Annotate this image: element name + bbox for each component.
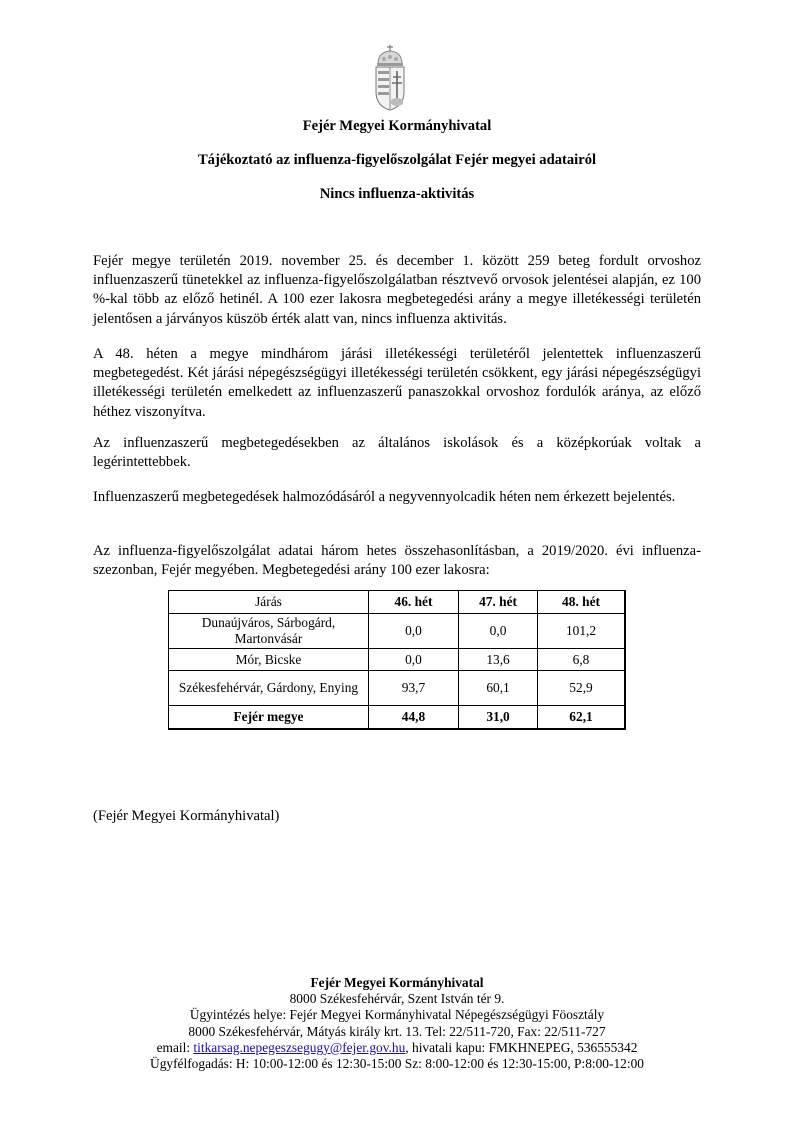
table-total-row <box>169 706 626 730</box>
paragraph-outbreaks: Influenzaszerű megbetegedések halmozódásáról a negyvennyolcadik héten nem érkezett bejelentés. <box>93 489 676 505</box>
table-row <box>169 649 626 671</box>
footer-address: 8000 Székesfehérvár, Szent István tér 9. <box>289 991 505 1007</box>
district-name: Dunaújváros, Sárbogárd, Martonvásár <box>169 614 369 649</box>
rate-week-46: 93,7 <box>368 671 458 706</box>
footer <box>0 975 794 1072</box>
coat-of-arms-icon <box>370 42 410 112</box>
signature: (Fejér Megyei Kormányhivatal) <box>93 808 280 824</box>
rate-week-48: 101,2 <box>538 614 625 649</box>
rate-week-47: 60,1 <box>459 671 538 706</box>
footer-office-address: 8000 Székesfehérvár, Mátyás király krt. 13. Tel: 22/511-720, Fax: 22/511-727 <box>188 1023 606 1039</box>
header-district: Járás <box>169 591 369 614</box>
header-week-46: 46. hét <box>368 591 458 614</box>
footer-email-line <box>0 1040 794 1056</box>
district-name: Székesfehérvár, Gárdony, Enying <box>169 671 369 706</box>
table-header-row <box>169 591 626 614</box>
rate-week-48: 6,8 <box>538 649 625 671</box>
rate-week-47: 0,0 <box>459 614 538 649</box>
footer-organization: Fejér Megyei Kormányhivatal <box>310 975 484 990</box>
table-row <box>169 614 626 649</box>
district-name: Mór, Bicske <box>169 649 369 671</box>
document-title: Tájékoztató az influenza-figyelőszolgálat Fejér megyei adatairól <box>197 152 597 168</box>
paragraph-age-groups: Az influenzaszerű megbetegedésekben az általános iskolások és a középkorúak voltak a legérintettebbek. <box>93 435 701 471</box>
footer-office: Ügyintézés helye: Fejér Megyei Kormányhivatal Népegészségügyi Föosztály <box>189 1007 605 1023</box>
paragraph-table-intro: Az influenza-figyelőszolgálat adatai három hetes összehasonlításban, a 2019/2020. évi influenza-szezonban, Fejér megyében. Megbetegedési arány 100 ezer lakosra: <box>93 543 701 579</box>
document-subtitle: Nincs influenza-aktivitás <box>319 186 475 202</box>
rate-week-46: 0,0 <box>368 614 458 649</box>
total-label: Fejér megye <box>169 706 369 730</box>
rate-week-46: 0,0 <box>368 649 458 671</box>
paragraph-districts: A 48. héten a megye mindhárom járási illetékességi területéről jelentettek influenzaszerű megbetegedést. Két járási népegészségügyi illetékességi területén csökkent, egy járási népegészségügyi illetékességi területén emelkedett az influenzaszerű panaszokkal orvoshoz fordulók aránya, az előző héthez viszonyítva. <box>93 346 701 420</box>
paragraph-summary: Fejér megye területén 2019. november 25. és december 1. között 259 beteg fordult orvoshoz influenzaszerű tünetekkel az influenza-figyelőszolgálatban résztvevő orvosok jelentései alapján, ez 100 %-kal több az előző hetinél. A 100 ezer lakosra megbetegedési arány a megye illetékességi területén jelentősen a járványos küszöb érték alatt van, nincs influenza aktivitás. <box>93 253 701 327</box>
footer-office-hours: Ügyfélfogadás: H: 10:00-12:00 és 12:30-15:00 Sz: 8:00-12:00 és 12:30-15:00, P:8:00-12:00 <box>150 1056 644 1072</box>
email-label: email: <box>156 1039 194 1055</box>
rate-week-48: 52,9 <box>538 671 625 706</box>
total-week-48: 62,1 <box>538 706 625 730</box>
rate-week-47: 13,6 <box>459 649 538 671</box>
header-week-48: 48. hét <box>538 591 625 614</box>
table-row <box>169 671 626 706</box>
email-link[interactable]: titkarsag.nepegeszsegugy@fejer.gov.hu <box>193 1039 406 1055</box>
incidence-table <box>168 590 626 730</box>
total-week-46: 44,8 <box>368 706 458 730</box>
email-suffix: , hivatali kapu: FMKHNEPEG, 536555342 <box>405 1039 638 1055</box>
total-week-47: 31,0 <box>459 706 538 730</box>
organization-heading: Fejér Megyei Kormányhivatal <box>302 118 492 134</box>
header-week-47: 47. hét <box>459 591 538 614</box>
